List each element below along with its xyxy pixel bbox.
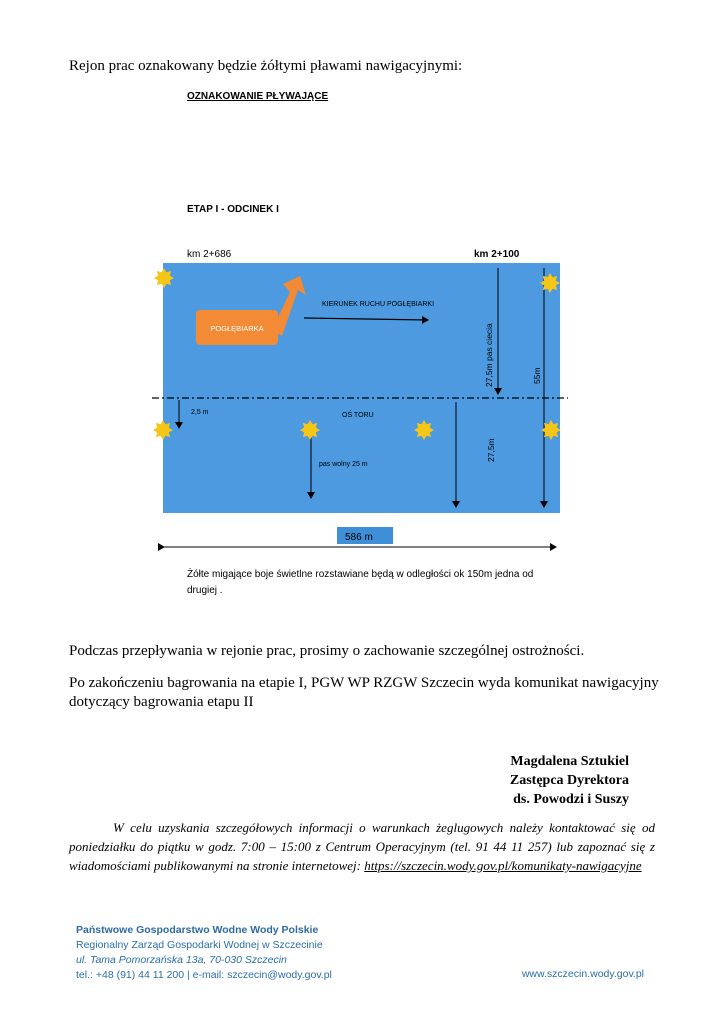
dredger-label: POGŁĘBIARKA xyxy=(210,324,264,333)
footer-board: Regionalny Zarząd Gospodarki Wodnej w Szczecinie xyxy=(76,939,323,951)
lower-half-label: 27,5m xyxy=(486,438,496,462)
km-right-label: km 2+100 xyxy=(474,249,520,260)
free-lane-label: pas wolny 25 m xyxy=(319,461,368,468)
stage-heading: ETAP I - ODCINEK I xyxy=(187,204,279,215)
signatory-department: ds. Powodzi i Suszy xyxy=(513,792,629,807)
buoy-note: Żółte migające boje świetlne rozstawiane będą w odległości ok 150m jedna od drugiej . xyxy=(187,569,534,596)
footer-address: ul. Tama Pomorzańska 13a, 70-030 Szczecin xyxy=(76,954,287,966)
footer-org: Państwowe Gospodarstwo Wodne Wody Polskie xyxy=(76,924,319,936)
cut-width-label: 27,5m pas ciecia xyxy=(484,323,494,387)
total-width-label: 55m xyxy=(532,367,542,384)
buoy-star-icon xyxy=(154,268,174,288)
axis-label: OŚ TORU xyxy=(342,412,374,419)
contact-info-text: W celu uzyskania szczegółowych informacji o warunkach żeglugowych należy kontaktować się od poniedziałku do piątku w godz. 7:00 – 15:00 z Centrum Operacyjnym (tel. 91 44 11 257) lub zapoznać się z wiadomościami publikowanymi na stronie internetowej: xyxy=(69,820,655,873)
signature-block xyxy=(510,752,629,809)
length-label: 586 m xyxy=(345,532,373,543)
buoy-star-icon xyxy=(153,420,173,440)
signatory-title: Zastępca Dyrektora xyxy=(509,773,629,788)
buoy-star-icon xyxy=(540,273,560,293)
contact-info-paragraph xyxy=(69,818,655,875)
footer-contact: tel.: +48 (91) 44 11 200 | e-mail: szczecin@wody.gov.pl xyxy=(76,969,332,981)
buoy-star-icon xyxy=(541,420,561,440)
signatory-name: Magdalena Sztukiel xyxy=(510,754,629,769)
completion-paragraph: Po zakończeniu bagrowania na etapie I, PGW WP RZGW Szczecin wyda komunikat nawigacyjny dotyczący bagrowania etapu II xyxy=(69,675,659,710)
buoy-star-icon xyxy=(414,420,434,440)
km-left-label: km 2+686 xyxy=(187,249,232,260)
navigation-notices-link[interactable]: https://szczecin.wody.gov.pl/komunikaty-nawigacyjne xyxy=(364,858,642,873)
footer xyxy=(76,923,332,983)
direction-label: KIERUNEK RUCHU POGŁĘBIARKI xyxy=(322,301,435,308)
offset-label: 2,5 m xyxy=(191,409,209,416)
floating-marking-heading: OZNAKOWANIE PŁYWAJĄCE xyxy=(187,91,329,102)
footer-website[interactable]: www.szczecin.wody.gov.pl xyxy=(521,968,644,980)
buoy-star-icon xyxy=(300,420,320,440)
caution-paragraph: Podczas przepływania w rejonie prac, prosimy o zachowanie szczególnej ostrożności. xyxy=(69,643,585,659)
intro-text: Rejon prac oznakowany będzie żółtymi pławami nawigacyjnymi: xyxy=(69,58,463,74)
